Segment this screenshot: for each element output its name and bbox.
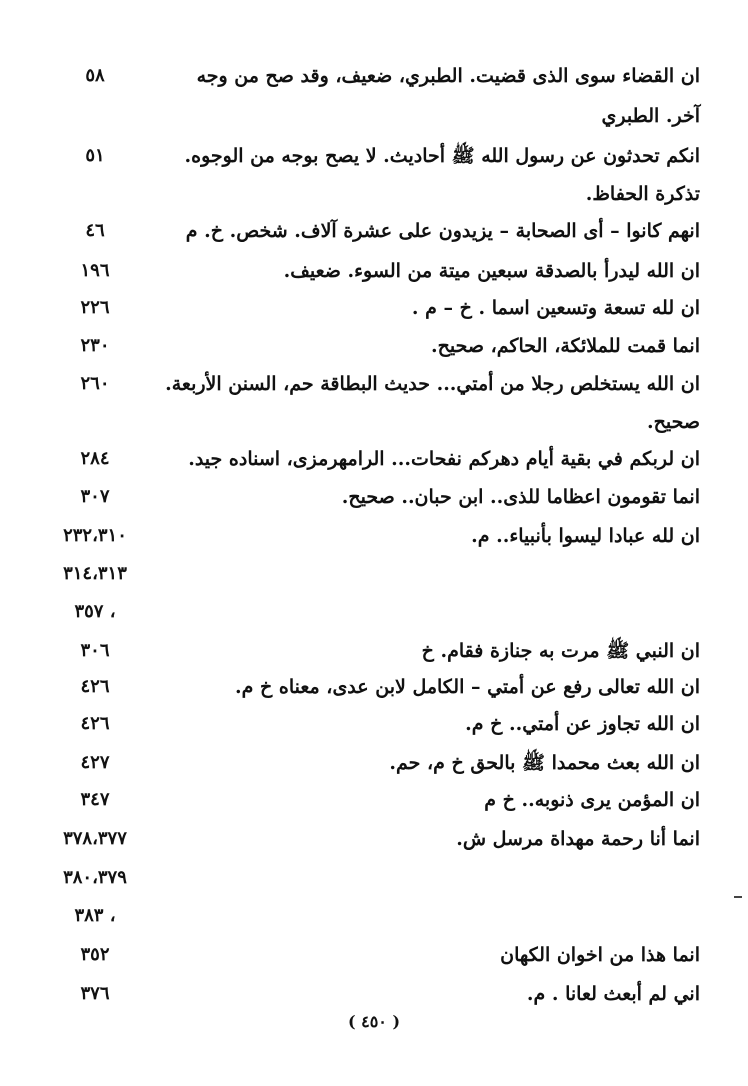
index-entry — [50, 441, 700, 477]
entry-text: ان لربكم في بقية أيام دهركم نفحات... الرامهرمزى، اسناده جيد. — [188, 448, 700, 470]
entry-page-ref: ، ٣٥٧ — [74, 601, 116, 622]
entry-page-ref: ٤٢٦ — [80, 676, 110, 697]
entry-text: ان الله ليدرأ بالصدقة سبعين ميتة من السوء. ضعيف. — [283, 260, 700, 282]
entry-text: اني لم أبعث لعانا . م. — [526, 983, 700, 1005]
index-entry — [50, 898, 700, 934]
index-entry — [50, 518, 700, 554]
index-entry — [50, 782, 700, 818]
entry-text: انما تقومون اعظاما للذى.. ابن حبان.. صحيح. — [341, 486, 700, 508]
entry-page-ref: ١٩٦ — [80, 260, 110, 281]
entry-page-ref: ٣٥٢ — [80, 944, 110, 965]
entry-page-ref: ٣٧٦ — [80, 983, 110, 1004]
entry-page-ref: ٤٢٧ — [80, 752, 110, 773]
index-entry — [50, 58, 700, 94]
index-entry — [50, 745, 700, 781]
entry-page-ref: ٢٦٠ — [80, 373, 110, 394]
entry-page-ref: ٢٢٦ — [80, 297, 110, 318]
index-entry — [50, 821, 700, 857]
index-entry — [50, 290, 700, 326]
index-entry — [50, 213, 700, 249]
index-entry — [50, 404, 700, 440]
entry-text: ان لله تسعة وتسعين اسما . خ – م . — [411, 297, 700, 319]
entry-page-ref: ٢٨٤ — [80, 448, 110, 469]
entry-page-ref: ٥١ — [85, 145, 105, 166]
entry-page-ref: ٣١٤،٣١٣ — [63, 563, 127, 584]
index-entry — [50, 138, 700, 174]
entry-page-ref: ٢٣٢،٣١٠ — [63, 525, 127, 546]
entry-text: صحيح. — [646, 411, 700, 433]
index-entry — [50, 479, 700, 515]
index-entry — [50, 706, 700, 742]
entry-page-ref: ٣٠٦ — [80, 640, 110, 661]
entry-page-ref: ٤٦ — [85, 220, 105, 241]
entry-text: ان الله يستخلص رجلا من أمتي... حديث البطاقة حم، السنن الأربعة. — [165, 373, 700, 395]
entry-page-ref: ٣٨٠،٣٧٩ — [63, 867, 127, 888]
index-entry — [50, 976, 700, 1012]
entry-text: تذكرة الحفاظ. — [585, 183, 700, 205]
entry-text: ان القضاء سوى الذى قضيت. الطبري، ضعيف، وقد صح من وجه — [196, 65, 700, 87]
entry-text: ان المؤمن يرى ذنوبه.. خ م — [484, 789, 700, 811]
index-entry — [50, 328, 700, 364]
index-entry — [50, 253, 700, 289]
index-entry — [50, 366, 700, 402]
entry-text: ان الله تعالى رفع عن أمتي – الكامل لابن عدى، معناه خ م. — [235, 676, 700, 698]
entry-text: ان النبي ﷺ مرت به جنازة فقام. خ — [421, 640, 700, 662]
index-entry — [50, 669, 700, 705]
margin-mark — [734, 896, 742, 898]
entry-text: ان لله عبادا ليسوا بأنبياء.. م. — [471, 525, 700, 547]
entry-page-ref: ٣٧٨،٣٧٧ — [63, 828, 127, 849]
index-entry — [50, 176, 700, 212]
entry-text: انما قمت للملائكة، الحاكم، صحيح. — [431, 335, 700, 357]
entry-page-ref: ٢٣٠ — [80, 335, 110, 356]
index-entry — [50, 633, 700, 669]
page-number: ( ٤٥٠ ) — [347, 1012, 401, 1031]
index-entry — [50, 98, 700, 134]
entry-page-ref: ٣٤٧ — [80, 789, 110, 810]
entry-text: ان الله بعث محمدا ﷺ بالحق خ م، حم. — [389, 752, 700, 774]
entry-text: انهم كانوا – أى الصحابة – يزيدون على عشرة آلاف. شخص. خ. م — [185, 220, 700, 242]
entry-page-ref: ، ٣٨٣ — [74, 905, 116, 926]
index-entry — [50, 937, 700, 973]
entry-page-ref: ٥٨ — [85, 65, 105, 86]
entry-text: ان الله تجاوز عن أمتي.. خ م. — [465, 713, 700, 735]
index-entry — [50, 860, 700, 896]
entry-text: انكم تحدثون عن رسول الله ﷺ أحاديث. لا يصح بوجه من الوجوه. — [184, 145, 700, 167]
entry-text: انما هذا من اخوان الكهان — [500, 944, 700, 966]
entry-page-ref: ٣٠٧ — [80, 486, 110, 507]
index-entry — [50, 556, 700, 592]
entry-text: انما أنا رحمة مهداة مرسل ش. — [456, 828, 700, 850]
entry-text: آخر. الطبري — [601, 105, 700, 127]
entry-page-ref: ٤٢٦ — [80, 713, 110, 734]
index-entry — [50, 594, 700, 630]
